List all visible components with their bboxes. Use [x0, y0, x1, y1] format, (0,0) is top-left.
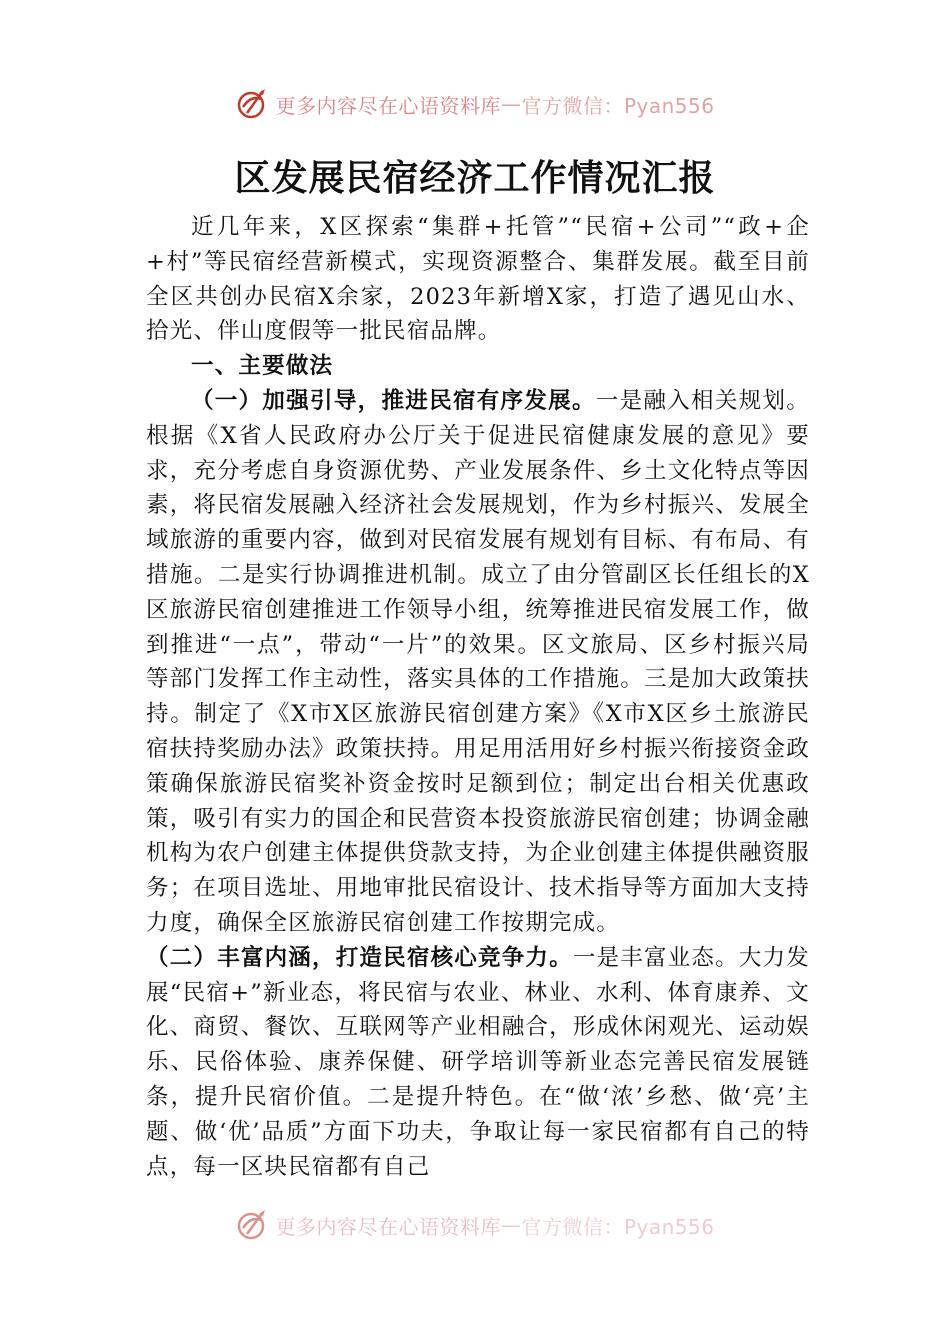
brand-logo-icon: [235, 1208, 269, 1242]
watermark-footer: [0, 1205, 950, 1245]
watermark-dash: —: [500, 92, 522, 116]
brand-logo-icon: [235, 87, 269, 121]
watermark-dash: —: [500, 1213, 522, 1237]
watermark-header: [0, 84, 950, 124]
watermark-main-text: 更多内容尽在心语资料库: [275, 1214, 501, 1239]
section-heading-main-practices: 一、主要做法: [191, 353, 334, 380]
item2-paragraph: [146, 941, 810, 1185]
item1-lead: （一）加强引导，推进民宿有序发展。: [191, 387, 596, 414]
item2-body: 一是丰富业态。大力发展“民宿+”新业态，将民宿与农业、林业、水利、体育康养、文化、商贸、餐饮、互联网等产业相融合，形成休闲观光、运动娱乐、民俗体验、康养保健、研学培训等新业态完善民宿发展链条，提升民宿价值。二是提升特色。在“做‘浓’乡愁、做‘亮’主题、做‘优’品质”方面下功夫，争取让每一家民宿都有自己的特点，每一区块民宿都有自己: [146, 944, 810, 1180]
item2-lead: （二）丰富内涵，打造民宿核心竞争力。: [146, 944, 573, 971]
watermark-main-text: 更多内容尽在心语资料库: [275, 93, 501, 118]
document-title: 区发展民宿经济工作情况汇报: [234, 157, 716, 199]
watermark-wechat-text: 官方微信：Pyan556: [521, 93, 715, 118]
item1-paragraph: [146, 384, 810, 941]
intro-paragraph: 近几年来，X区探索“集群+托管”“民宿+公司”“政+企+村”等民宿经营新模式，实现资源整合、集群发展。截至目前全区共创办民宿X余家，2023年新增X家，打造了遇见山水、拾光、伴山度假等一批民宿品牌。: [146, 214, 810, 345]
watermark-wechat-text: 官方微信：Pyan556: [521, 1214, 715, 1239]
document-body: [146, 210, 810, 1184]
item1-body: 一是融入相关规划。根据《X省人民政府办公厅关于促进民宿健康发展的意见》要求，充分考虑自身资源优势、产业发展条件、乡土文化特点等因素，将民宿发展融入经济社会发展规划，作为乡村振兴、发展全域旅游的重要内容，做到对民宿发展有规划有目标、有布局、有措施。二是实行协调推进机制。成立了由分管副区长任组长的X区旅游民宿创建推进工作领导小组，统筹推进民宿发展工作，做到推进“一点”，带动“一片”的效果。区文旅局、区乡村振兴局等部门发挥工作主动性，落实具体的工作措施。三是加大政策扶持。制定了《X市X区旅游民宿创建方案》《X市X区乡土旅游民宿扶持奖励办法》政策扶持。用足用活用好乡村振兴衔接资金政策确保旅游民宿奖补资金按时足额到位；制定出台相关优惠政策，吸引有实力的国企和民营资本投资旅游民宿创建；协调金融机构为农户创建主体提供贷款支持，为企业创建主体提供融资服务；在项目选址、用地审批民宿设计、技术指导等方面加大支持力度，确保全区旅游民宿创建工作按期完成。: [146, 387, 810, 936]
